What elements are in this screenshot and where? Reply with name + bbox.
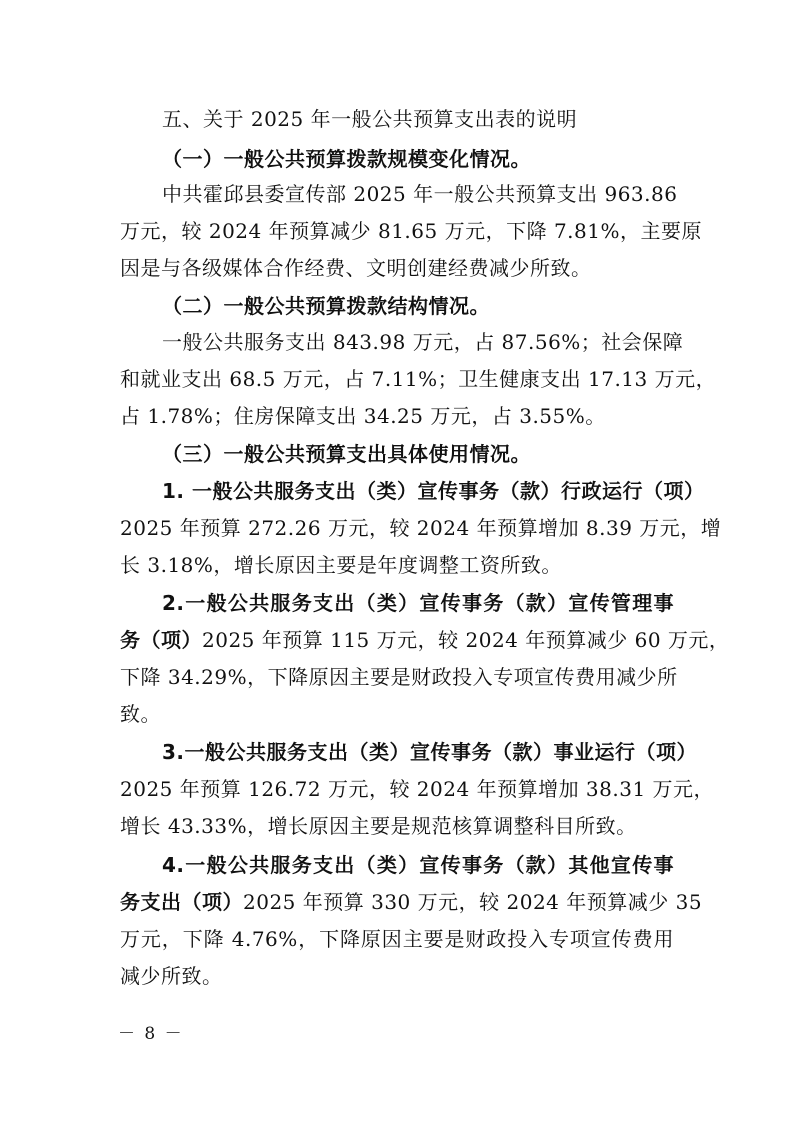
item-heading: 4.一般公共服务支出（类）宣传事务（款）其他宣传事 [162,853,674,877]
subsection-heading-scale: （一）一般公共预算拨款规模变化情况。 [162,147,531,171]
paragraph-line [120,626,730,654]
page-number: － 8 － [118,1024,184,1044]
paragraph-line: 下降 34.29%，下降原因主要是财政投入专项宣传费用减少所 [120,665,678,689]
paragraph-line: 占 1.78%；住房保障支出 34.25 万元，占 3.55%。 [120,404,606,428]
item-heading-continuation: 务支出（项） [120,890,243,914]
item-heading-continuation: 务（项） [120,628,202,652]
item-heading: 1. 一般公共服务支出（类）宣传事务（款）行政运行（项） [162,479,705,503]
paragraph-line: 因是与各级媒体合作经费、文明创建经费减少所致。 [120,256,592,280]
paragraph-line: 和就业支出 68.5 万元，占 7.11%；卫生健康支出 17.13 万元， [120,367,717,391]
paragraph-line: 2025 年预算 272.26 万元，较 2024 年预算增加 8.39 万元，增 [120,516,722,540]
paragraph-line: 万元，下降 4.76%，下降原因主要是财政投入专项宣传费用 [120,927,674,951]
paragraph-line: 减少所致。 [120,964,223,988]
paragraph-line: 致。 [120,702,161,726]
paragraph-line: 中共霍邱县委宣传部 2025 年一般公共预算支出 963.86 [162,182,678,206]
section-title: 五、关于 2025 年一般公共预算支出表的说明 [162,107,578,131]
paragraph-line: 增长 43.33%，增长原因主要是规范核算调整科目所致。 [120,814,637,838]
paragraph-line: 万元，较 2024 年预算减少 81.65 万元，下降 7.81%，主要原 [120,219,702,243]
paragraph-line: 2025 年预算 126.72 万元，较 2024 年预算增加 38.31 万元， [120,777,715,801]
paragraph-line: 一般公共服务支出 843.98 万元，占 87.56%；社会保障 [162,330,684,354]
item-heading: 2.一般公共服务支出（类）宣传事务（款）宣传管理事 [162,591,674,615]
subsection-heading-structure: （二）一般公共预算拨款结构情况。 [162,294,490,318]
paragraph-line: 长 3.18%，增长原因主要是年度调整工资所致。 [120,553,562,577]
item-text: 2025 年预算 115 万元，较 2024 年预算减少 60 万元， [202,628,730,652]
item-text: 2025 年预算 330 万元，较 2024 年预算减少 35 [243,890,703,914]
item-heading: 3.一般公共服务支出（类）宣传事务（款）事业运行（项） [162,740,698,764]
paragraph-line [120,888,703,916]
subsection-heading-usage: （三）一般公共预算支出具体使用情况。 [162,442,531,466]
